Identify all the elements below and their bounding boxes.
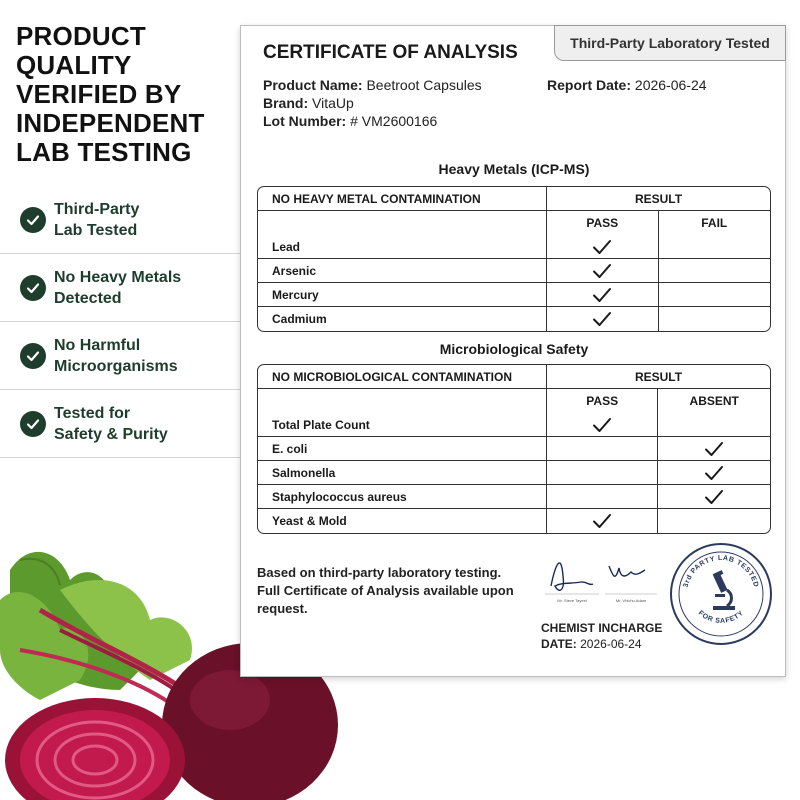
- checkmark-icon: [592, 311, 612, 327]
- result-cell: [658, 413, 770, 437]
- result-cell: [547, 413, 658, 437]
- feature-label: Third-Party Lab Tested: [54, 200, 140, 239]
- lot-number-value: # VM2600166: [350, 113, 438, 129]
- checkmark-icon: [704, 441, 724, 457]
- report-date: Report Date: 2026-06-24: [547, 77, 707, 93]
- certificate-title: CERTIFICATE OF ANALYSIS: [263, 42, 518, 63]
- pass-column-header: PASS: [547, 211, 659, 235]
- result-cell: [658, 461, 770, 485]
- table-row: [258, 413, 770, 437]
- table-row: [258, 485, 770, 509]
- signer-name: Mr. Vhichu Adam: [615, 598, 647, 603]
- result-cell: [658, 509, 770, 533]
- result-cell: [659, 283, 771, 307]
- result-cell: [547, 259, 659, 283]
- chemist-date: 2026-06-24: [580, 637, 642, 651]
- chemist-incharge: CHEMIST INCHARGE DATE: 2026-06-24: [541, 621, 663, 651]
- table-subheader-row: [258, 389, 770, 413]
- result-cell: [547, 307, 659, 331]
- test-name: Mercury: [258, 283, 547, 307]
- checkmark-icon: [592, 263, 612, 279]
- test-name: Total Plate Count: [258, 413, 547, 437]
- test-name: Yeast & Mold: [258, 509, 547, 533]
- brand-value: VitaUp: [312, 95, 354, 111]
- microbio-table: [257, 364, 771, 534]
- check-circle-icon: [20, 207, 46, 233]
- result-cell: [659, 235, 771, 259]
- checkmark-icon: [592, 513, 612, 529]
- checkmark-icon: [592, 287, 612, 303]
- table-header: NO HEAVY METAL CONTAMINATION: [258, 187, 547, 211]
- footnote: Based on third-party laboratory testing. Full Certificate of Analysis available upon request.: [257, 565, 514, 616]
- table-row: [258, 235, 770, 259]
- test-name: Salmonella: [258, 461, 547, 485]
- feature-item: [0, 322, 240, 390]
- headline: PRODUCT QUALITY VERIFIED BY INDEPENDENT LAB TESTING: [16, 21, 205, 167]
- seal-top-text: 3rd PARTY LAB TESTED: [682, 554, 760, 589]
- result-cell: [547, 509, 658, 533]
- test-name: Arsenic: [258, 259, 547, 283]
- table-header-row: [258, 365, 770, 389]
- microbio-title: Microbiological Safety: [439, 341, 589, 357]
- heavy-metals-table: [257, 186, 771, 332]
- chemist-signatures: [541, 546, 661, 610]
- product-meta: Product Name: Beetroot Capsules Brand: VitaUp Lot Number: # VM2600166: [263, 77, 482, 129]
- absent-column-header: ABSENT: [689, 394, 739, 408]
- result-cell: [659, 259, 771, 283]
- test-name: Staphylococcus aureus: [258, 485, 547, 509]
- table-header-row: [258, 187, 770, 211]
- result-header: RESULT: [547, 187, 770, 211]
- feature-label: No Harmful Microorganisms: [54, 336, 178, 375]
- result-cell: [547, 437, 658, 461]
- result-cell: [547, 485, 658, 509]
- checkmark-icon: [704, 489, 724, 505]
- checkmark-icon: [592, 417, 612, 433]
- table-row: [258, 509, 770, 533]
- feature-item: [0, 254, 240, 322]
- table-header: NO MICROBIOLOGICAL CONTAMINATION: [258, 365, 547, 389]
- pass-column-header: PASS: [547, 389, 658, 413]
- checkmark-icon: [592, 239, 612, 255]
- test-name: E. coli: [258, 437, 547, 461]
- table-row: [258, 259, 770, 283]
- heavy-metals-title: Heavy Metals (ICP-MS): [438, 161, 590, 177]
- feature-list: [0, 186, 240, 458]
- result-header: RESULT: [547, 365, 770, 389]
- table-row: [258, 437, 770, 461]
- lab-tested-tag: Third-Party Laboratory Tested: [554, 25, 786, 61]
- result-cell: [547, 283, 659, 307]
- product-name-value: Beetroot Capsules: [366, 77, 482, 93]
- signer-name: Mr. Steve Tayeel: [557, 598, 587, 603]
- check-circle-icon: [20, 411, 46, 437]
- feature-item: [0, 390, 240, 458]
- result-cell: [659, 307, 771, 331]
- certificate-card: [240, 25, 786, 677]
- lab-tested-seal: [669, 542, 773, 646]
- result-cell: [658, 485, 770, 509]
- result-cell: [547, 461, 658, 485]
- check-circle-icon: [20, 275, 46, 301]
- table-row: [258, 461, 770, 485]
- feature-item: [0, 186, 240, 254]
- seal-bottom-text: FOR SAFETY: [696, 609, 746, 625]
- table-subheader-row: [258, 211, 770, 235]
- result-cell: [547, 235, 659, 259]
- check-circle-icon: [20, 343, 46, 369]
- feature-label: No Heavy Metals Detected: [54, 268, 182, 307]
- result-cell: [658, 437, 770, 461]
- feature-label: Tested for Safety & Purity: [54, 404, 168, 443]
- checkmark-icon: [704, 465, 724, 481]
- test-name: Cadmium: [258, 307, 547, 331]
- table-row: [258, 283, 770, 307]
- test-name: Lead: [258, 235, 547, 259]
- fail-column-header: FAIL: [701, 216, 728, 230]
- table-row: [258, 307, 770, 331]
